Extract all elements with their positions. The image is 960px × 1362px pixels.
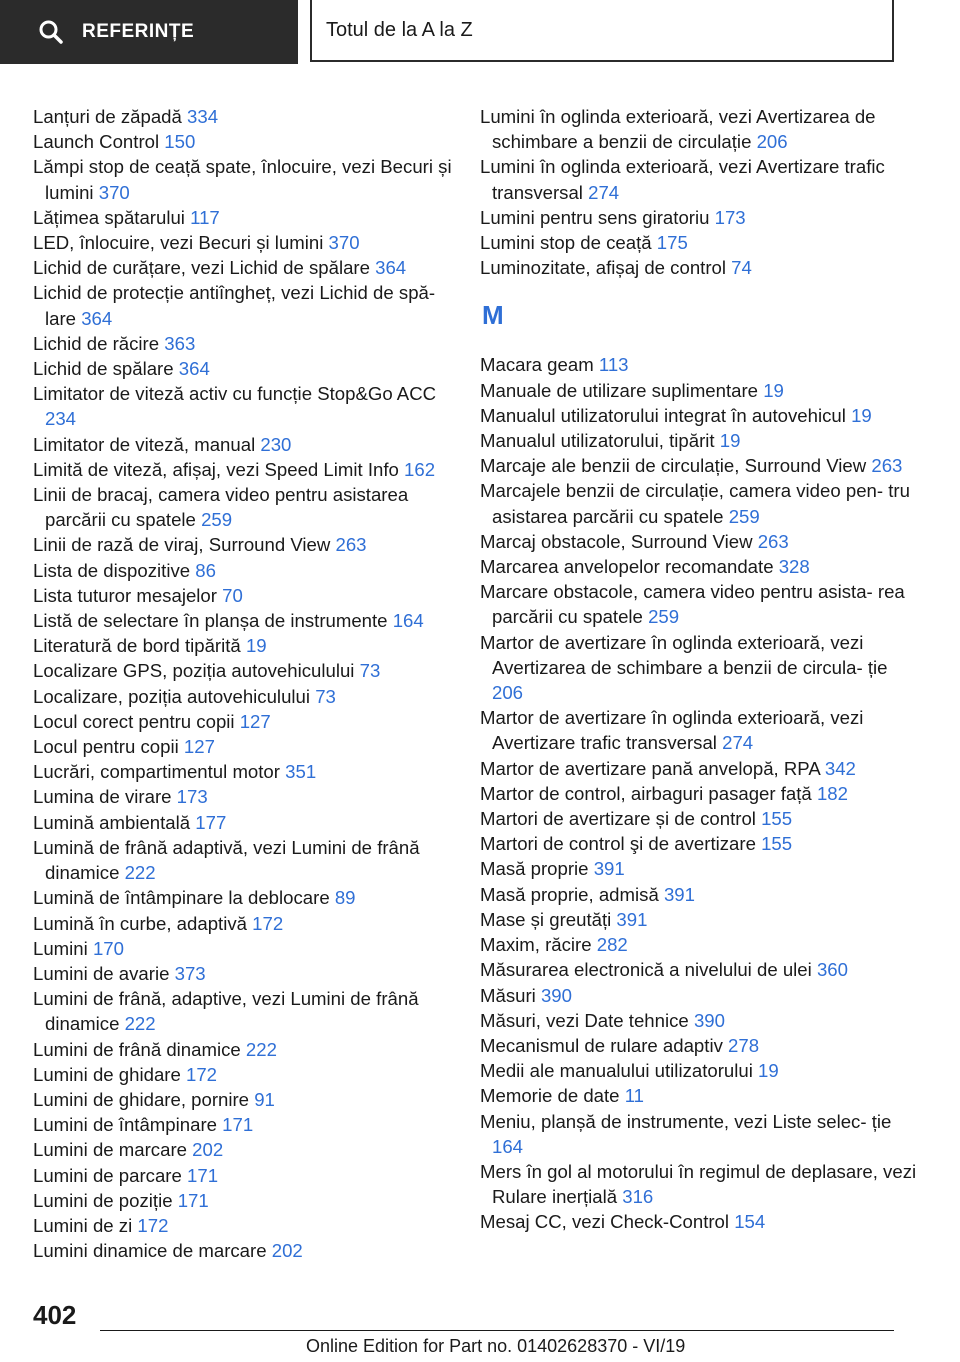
footer-divider (100, 1330, 894, 1331)
section-tab[interactable] (310, 0, 894, 62)
page-link[interactable]: 89 (334, 887, 356, 909)
index-entry-text: Linii de rază de viraj, Surround View (33, 534, 331, 556)
index-entry (33, 986, 453, 1036)
index-entry-text: Launch Control (33, 131, 160, 153)
page-link[interactable]: 127 (183, 736, 215, 758)
page-link[interactable]: 117 (190, 206, 220, 228)
index-entry-text: Lista de dispozitive (33, 559, 191, 581)
index-entry (33, 911, 453, 936)
index-entry-text: Lumini (33, 937, 88, 959)
index-entry (33, 1062, 453, 1087)
index-entry (33, 784, 453, 809)
page-link[interactable]: 202 (192, 1139, 224, 1161)
page-link[interactable]: 364 (81, 307, 113, 329)
page-link[interactable]: 263 (871, 455, 903, 477)
page-link[interactable]: 177 (195, 811, 227, 833)
page-number: 402 (33, 1300, 77, 1330)
index-entry-text: Lanțuri de zăpadă (33, 106, 182, 127)
index-entry (33, 129, 453, 154)
index-entry (33, 1188, 453, 1213)
page-link[interactable]: 173 (176, 786, 208, 808)
page-link[interactable]: 155 (761, 808, 793, 830)
index-entry-text: Medii ale manualului utilizatorului (480, 1060, 753, 1082)
page-link[interactable]: 222 (245, 1038, 277, 1060)
index-entry-text: Luminozitate, afișaj de control (480, 257, 726, 279)
page-link[interactable]: 282 (596, 934, 628, 956)
index-entry (480, 957, 920, 982)
page-link[interactable]: 19 (719, 430, 741, 452)
page-link[interactable]: 154 (734, 1211, 766, 1233)
page-link[interactable]: 172 (137, 1214, 169, 1236)
index-entry-text: Mers în gol al motorului în regimul de deplasare, vezi Rulare inerțială (480, 1160, 917, 1208)
index-entry (480, 831, 920, 856)
index-entry (480, 1058, 920, 1083)
index-entry-text: Lucrări, compartimentul motor (33, 761, 280, 783)
index-entry-text: Mesaj CC, vezi Check-Control (480, 1211, 730, 1233)
index-entry-text: Lumini de ghidare (33, 1063, 181, 1085)
index-entry-text: Lumini stop de ceață (480, 232, 652, 254)
page-link[interactable]: 390 (540, 984, 572, 1006)
index-entry-text: Lichid de curățare, vezi Lichid de spălare (33, 257, 370, 279)
index-entry (33, 331, 453, 356)
page-link[interactable]: 86 (195, 559, 216, 581)
index-entry (480, 428, 920, 453)
index-entry (480, 1159, 920, 1209)
index-entry (480, 230, 920, 255)
page-link[interactable]: 334 (187, 106, 219, 127)
page-link[interactable]: 222 (124, 862, 156, 884)
index-entry (33, 482, 453, 532)
index-entry-text: Martor de avertizare în oglinda exterioară, vezi Avertizarea de schimbare a benzii de circula‐ ție (480, 631, 888, 678)
page-link[interactable]: 170 (92, 937, 124, 959)
index-entry (33, 633, 453, 658)
index-entry (480, 1109, 920, 1159)
index-entry-text: Martor de control, airbaguri pasager față (480, 782, 812, 804)
index-entry (33, 205, 453, 230)
index-entry-text: Mecanismul de rulare adaptiv (480, 1034, 723, 1056)
page-link[interactable]: 113 (598, 354, 629, 376)
references-tab[interactable] (0, 0, 298, 64)
index-entry (33, 532, 453, 557)
index-entry-text: Limitator de viteză, manual (33, 433, 256, 455)
index-entry (33, 154, 453, 204)
page-link[interactable]: 328 (778, 556, 810, 578)
index-column-right (480, 104, 920, 1235)
index-entry (33, 608, 453, 633)
search-icon (38, 19, 64, 45)
index-entry-text: Macara geam (480, 354, 594, 376)
page-link[interactable]: 202 (271, 1240, 303, 1262)
index-entry-text: LED, înlocuire, vezi Becuri și lumini (33, 232, 324, 254)
index-entry-text: Localizare GPS, poziția autovehiculului (33, 660, 355, 682)
page-link[interactable]: 164 (492, 1135, 524, 1157)
page-link[interactable]: 259 (201, 509, 233, 531)
page-link[interactable]: 182 (816, 782, 848, 804)
index-entry-text: Meniu, planșă de instrumente, vezi Liste selec‐ ție (480, 1110, 892, 1132)
page-link[interactable]: 19 (245, 635, 267, 657)
index-entry (480, 579, 920, 629)
index-entry (480, 453, 920, 478)
index-entry-text: Lumini dinamice de marcare (33, 1240, 267, 1262)
page-link[interactable]: 373 (174, 962, 206, 984)
page-link[interactable]: 342 (824, 757, 856, 779)
index-entry (33, 759, 453, 784)
index-entry-text: Manualul utilizatorului integrat în autovehicul (480, 404, 846, 426)
index-entry (480, 205, 920, 230)
index-entry (33, 1238, 453, 1263)
index-entry-text: Manualul utilizatorului, tipărit (480, 430, 715, 452)
index-entry-text: Lumina de virare (33, 786, 172, 808)
index-entry (480, 104, 920, 154)
index-entry (33, 280, 453, 330)
index-entry-text: Memorie de date (480, 1085, 620, 1107)
index-entry-text: Lumini de marcare (33, 1139, 187, 1161)
index-entry-text: Martor de avertizare în oglinda exterioară, vezi Avertizare trafic transversal (480, 707, 864, 754)
index-entry-text: Listă de selectare în planșa de instrumente (33, 610, 388, 632)
page-link[interactable]: 370 (98, 181, 130, 203)
index-entry (480, 352, 920, 377)
page-link[interactable]: 259 (648, 606, 680, 628)
index-column-left (33, 104, 453, 1263)
index-entry-text: Marcarea anvelopelor recomandate (480, 556, 774, 578)
page-link[interactable]: 171 (177, 1189, 209, 1211)
page-link[interactable]: 155 (761, 833, 793, 855)
page-link[interactable]: 370 (328, 232, 360, 254)
index-entry-text: Lichid de răcire (33, 332, 160, 354)
page-link[interactable]: 19 (758, 1060, 779, 1082)
index-entry-text: Lumini în oglinda exterioară, vezi Avertizare trafic transversal (480, 156, 885, 203)
index-entry-text: Lumină de întâmpinare la deblocare (33, 887, 330, 909)
index-entry-text: Lămpi stop de ceață spate, înlocuire, vezi Becuri și lumini (33, 156, 452, 203)
page-link[interactable]: 390 (693, 1009, 725, 1031)
index-entry-text: Manuale de utilizare suplimentare (480, 379, 759, 401)
index-entry (33, 432, 453, 457)
index-entry-text: Lumini de zi (33, 1214, 133, 1236)
index-entry-text: Martori de control şi de avertizare (480, 833, 756, 855)
page-link[interactable]: 206 (492, 682, 524, 704)
index-entry (480, 1209, 920, 1234)
index-entry-text: Măsuri (480, 984, 536, 1006)
section-letter: M (482, 300, 504, 331)
index-entry (480, 932, 920, 957)
index-entry (480, 554, 920, 579)
page-link[interactable]: 391 (616, 908, 648, 930)
index-entry-text: Marcare obstacole, camera video pentru asista‐ rea parcării cu spatele (480, 581, 905, 628)
index-entry-text: Măsurarea electronică a nivelului de ulei (480, 959, 812, 981)
index-entry-text: Lumini de frână dinamice (33, 1038, 241, 1060)
page-link[interactable]: 173 (714, 206, 746, 228)
index-entry-text: Lumină de frână adaptivă, vezi Lumini de frână dinamice (33, 836, 420, 884)
page-link[interactable]: 259 (728, 505, 760, 527)
page-link[interactable]: 230 (260, 433, 292, 455)
index-entry (33, 658, 453, 683)
index-entry-text: Lichid de protecție antiîngheț, vezi Lichid de spă‐ lare (33, 282, 436, 329)
page-link[interactable]: 171 (222, 1114, 254, 1136)
index-entry (33, 961, 453, 986)
index-entry (33, 1087, 453, 1112)
page-link[interactable]: 234 (45, 408, 77, 430)
index-entry-text: Marcajele benzii de circulație, camera video pen‐ tru asistarea parcării cu spatele (480, 480, 910, 527)
page-link[interactable]: 11 (624, 1085, 645, 1107)
index-entry (33, 381, 453, 431)
index-entry (33, 1112, 453, 1137)
index-entry (33, 583, 453, 608)
index-entry (33, 936, 453, 961)
index-entry (33, 1137, 453, 1162)
index-entry (480, 1033, 920, 1058)
index-entry (33, 230, 453, 255)
index-entry (33, 255, 453, 280)
page-link[interactable]: 222 (124, 1013, 156, 1035)
index-entry (33, 1037, 453, 1062)
index-entry (33, 457, 453, 482)
page-link[interactable]: 274 (588, 181, 620, 203)
index-entry (480, 1008, 920, 1033)
page-link[interactable]: 363 (164, 332, 196, 354)
page-link[interactable]: 351 (285, 761, 317, 783)
page-link[interactable]: 73 (315, 685, 336, 707)
page-link[interactable]: 164 (392, 610, 424, 632)
edition-text: Online Edition for Part no. 01402628370 - VI/19 (306, 1336, 686, 1356)
index-entry (480, 255, 920, 280)
index-entry (480, 907, 920, 932)
index-entry (33, 1213, 453, 1238)
index-entry (33, 558, 453, 583)
index-entry-text: Lumini de avarie (33, 962, 170, 984)
index-entry-text: Lumini de poziție (33, 1189, 173, 1211)
index-entry-text: Lumini pentru sens giratoriu (480, 206, 710, 228)
index-entry (480, 378, 920, 403)
index-entry (480, 1083, 920, 1108)
index-entry (33, 104, 453, 129)
page-link[interactable]: 364 (375, 257, 407, 279)
index-entry-text: Lichid de spălare (33, 358, 174, 380)
index-entry-text: Lumini de frână, adaptive, vezi Lumini de frână dinamice (33, 988, 419, 1035)
page-link[interactable]: 162 (404, 458, 436, 480)
index-entry-text: Lățimea spătarului (33, 206, 185, 228)
page-link[interactable]: 172 (186, 1063, 218, 1085)
index-entry (480, 882, 920, 907)
index-entry-text: Maxim, răcire (480, 934, 592, 956)
index-entry (480, 630, 920, 706)
index-entry (33, 709, 453, 734)
page-link[interactable]: 150 (164, 131, 196, 153)
index-entry-text: Locul pentru copii (33, 736, 179, 758)
page-link[interactable]: 360 (816, 959, 848, 981)
index-group-l (480, 104, 920, 280)
index-entry (480, 705, 920, 755)
page-link[interactable]: 19 (763, 379, 784, 401)
index-entry-text: Masă proprie (480, 858, 589, 880)
index-entry (33, 885, 453, 910)
references-tab-label: REFERINȚE (82, 21, 195, 42)
index-entry-text: Măsuri, vezi Date tehnice (480, 1009, 689, 1031)
page-link[interactable]: 263 (757, 530, 789, 552)
page-header (0, 0, 960, 66)
page-link[interactable]: 91 (254, 1088, 275, 1110)
index-entry (33, 835, 453, 885)
index-entry (480, 403, 920, 428)
index-entry-text: Lumini de întâmpinare (33, 1114, 217, 1136)
page-link[interactable]: 364 (178, 358, 210, 380)
page-link[interactable]: 316 (622, 1186, 654, 1208)
index-entry-text: Lista tuturor mesajelor (33, 584, 217, 606)
index-entry-text: Martor de avertizare pană anvelopă, RPA (480, 757, 820, 779)
index-entry (480, 781, 920, 806)
page-link[interactable]: 70 (222, 584, 243, 606)
index-entry (480, 529, 920, 554)
index-entry-text: Lumini de parcare (33, 1164, 182, 1186)
page-link[interactable]: 274 (722, 732, 754, 754)
index-entry-text: Lumini în oglinda exterioară, vezi Avertizarea de schimbare a benzii de circulație (480, 106, 876, 153)
index-entry-text: Marcaj obstacole, Surround View (480, 530, 753, 552)
page-link[interactable]: 172 (252, 912, 284, 934)
page-link[interactable]: 171 (187, 1164, 219, 1186)
page-link[interactable]: 278 (728, 1034, 760, 1056)
index-entry-text: Masă proprie, admisă (480, 883, 659, 905)
index-entry (480, 856, 920, 881)
index-entry-text: Martori de avertizare și de control (480, 808, 756, 830)
index-entry (33, 356, 453, 381)
index-entry-text: Mase și greutăți (480, 908, 612, 930)
index-entry (480, 478, 920, 528)
index-entry-text: Limitator de viteză activ cu funcție Stop&Go ACC (33, 383, 437, 405)
index-group-m (480, 352, 920, 1234)
index-entry (33, 734, 453, 759)
index-entry-text: Locul corect pentru copii (33, 710, 235, 732)
page-link[interactable]: 391 (663, 883, 695, 905)
index-entry-text: Localizare, poziția autovehiculului (33, 685, 311, 707)
index-entry (33, 684, 453, 709)
index-entry (480, 756, 920, 781)
index-entry-text: Marcaje ale benzii de circulație, Surround View (480, 455, 867, 477)
index-entry (33, 810, 453, 835)
index-entry-text: Lumini de ghidare, pornire (33, 1088, 250, 1110)
index-entry (33, 1163, 453, 1188)
index-entry (480, 806, 920, 831)
page-link[interactable]: 74 (731, 257, 752, 279)
index-entry-text: Linii de bracaj, camera video pentru asistarea parcării cu spatele (33, 484, 409, 531)
page-link[interactable]: 206 (756, 131, 788, 153)
page-link[interactable]: 19 (851, 404, 872, 426)
index-entry (480, 154, 920, 204)
page-link[interactable]: 127 (239, 710, 271, 732)
page-link[interactable]: 175 (656, 232, 688, 254)
index-entry-text: Literatură de bord tipărită (33, 635, 241, 657)
index-entry (480, 983, 920, 1008)
page-link[interactable]: 73 (359, 660, 381, 682)
section-tab-label: Totul de la A la Z (326, 18, 473, 41)
index-entry-text: Limită de viteză, afișaj, vezi Speed Limit Info (33, 458, 399, 480)
page-link[interactable]: 391 (593, 858, 625, 880)
index-entry-text: Lumină ambientală (33, 811, 191, 833)
index-entry-text: Lumină în curbe, adaptivă (33, 912, 247, 934)
page-link[interactable]: 263 (335, 534, 367, 556)
